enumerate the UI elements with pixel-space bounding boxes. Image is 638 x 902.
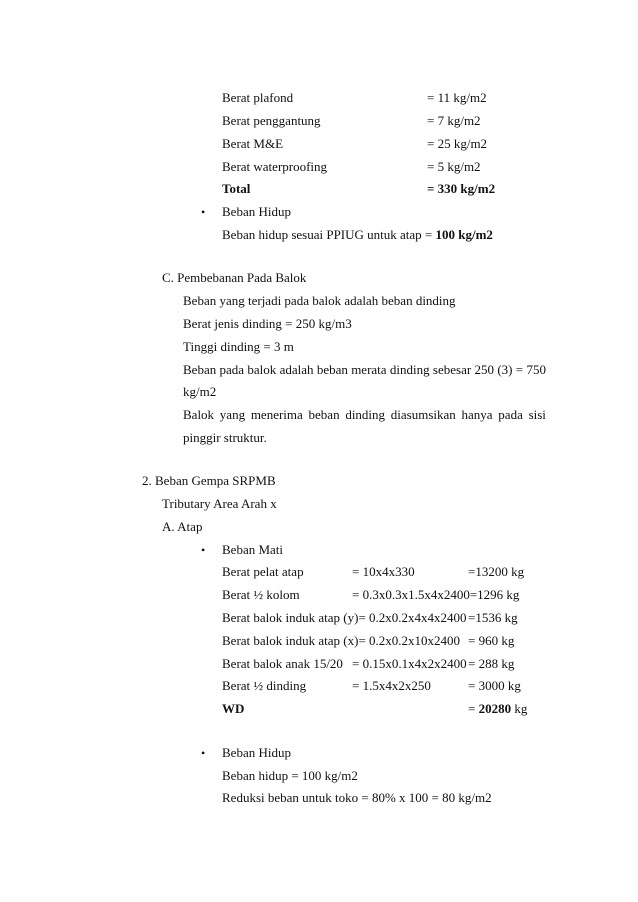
word: 250 xyxy=(474,362,494,377)
total-value: = 330 kg/m2 xyxy=(427,181,496,196)
word: sebesar xyxy=(432,362,472,377)
row-value-me: = 25 kg/m2 xyxy=(427,136,488,151)
word: = xyxy=(515,362,524,377)
row-value-plafond: = 11 kg/m2 xyxy=(427,90,487,105)
bm-row-1-label: Berat ½ kolom xyxy=(222,587,300,602)
word: Balok xyxy=(183,407,215,422)
section-c-line-1: Beban yang terjadi pada balok adalah beban dinding xyxy=(183,293,456,308)
bm-row-4-formula: = 0.15x0.1x4x2x2400 xyxy=(352,656,467,671)
word: hanya xyxy=(461,407,493,422)
bm-row-0-formula: = 10x4x330 xyxy=(352,564,415,579)
bullet-icon: • xyxy=(201,543,206,557)
word: pada xyxy=(219,362,245,377)
bm-row-5-label: Berat ½ dinding xyxy=(222,678,307,693)
word: (3) xyxy=(497,362,513,377)
section-c-para1 xyxy=(183,362,546,378)
word: adalah xyxy=(279,362,314,377)
section-c-heading: C. Pembebanan Pada Balok xyxy=(162,270,307,285)
word: beban xyxy=(308,407,340,422)
word: dinding xyxy=(389,362,430,377)
bullet-icon: • xyxy=(201,746,206,760)
wd-value: = 20280 kg xyxy=(468,701,528,716)
beban-hidup-title: Beban Hidup xyxy=(222,204,291,219)
row-label-me: Berat M&E xyxy=(222,136,284,151)
row-value-waterproofing: = 5 kg/m2 xyxy=(427,159,481,174)
bm-row-2-value: =1536 kg xyxy=(468,610,518,625)
word: yang xyxy=(219,407,246,422)
word: merata xyxy=(351,362,387,377)
bm-row-3-label: Berat balok induk atap (x)= 0.2x0.2x10x2400 xyxy=(222,633,461,648)
section-2-a: A. Atap xyxy=(162,519,203,534)
bm-row-4-value: = 288 kg xyxy=(468,656,515,671)
word: diasumsikan xyxy=(390,407,456,422)
word: balok xyxy=(247,362,277,377)
bm-row-5-formula: = 1.5x4x2x250 xyxy=(352,678,431,693)
row-label-waterproofing: Berat waterproofing xyxy=(222,159,328,174)
word: 750 xyxy=(526,362,546,377)
beban-hidup-2-line-2: Reduksi beban untuk toko = 80% x 100 = 80 kg/m2 xyxy=(222,790,492,805)
row-label-plafond: Berat plafond xyxy=(222,90,294,105)
beban-mati-title: Beban Mati xyxy=(222,542,284,557)
word: menerima xyxy=(250,407,303,422)
section-2-heading: 2. Beban Gempa SRPMB xyxy=(142,473,276,488)
bm-row-1-formula: = 0.3x0.3x1.5x4x2400=1296 kg xyxy=(352,587,520,602)
word: sisi xyxy=(528,407,546,422)
bm-row-3-value: = 960 kg xyxy=(468,633,515,648)
bm-row-0-value: =13200 kg xyxy=(468,564,525,579)
total-label: Total xyxy=(222,181,251,196)
beban-hidup-2-title: Beban Hidup xyxy=(222,745,291,760)
section-c-line-2: Berat jenis dinding = 250 kg/m3 xyxy=(183,316,352,331)
wd-label: WD xyxy=(222,701,245,716)
bm-row-4-label: Berat balok anak 15/20 xyxy=(222,656,343,671)
word: dinding xyxy=(345,407,386,422)
bm-row-2-label: Berat balok induk atap (y)= 0.2x0.2x4x4x2400 xyxy=(222,610,467,625)
row-value-penggantung: = 7 kg/m2 xyxy=(427,113,481,128)
word: pada xyxy=(498,407,523,422)
bm-row-5-value: = 3000 kg xyxy=(468,678,521,693)
beban-hidup-2-line-1: Beban hidup = 100 kg/m2 xyxy=(222,768,358,783)
bullet-icon: • xyxy=(201,205,206,219)
word: beban xyxy=(316,362,348,377)
row-label-penggantung: Berat penggantung xyxy=(222,113,321,128)
section-c-para2-end: pinggir struktur. xyxy=(183,430,267,445)
section-2-sub: Tributary Area Arah x xyxy=(162,496,277,511)
word: Beban xyxy=(183,362,217,377)
section-c-para2 xyxy=(183,407,546,423)
section-c-para1-end: kg/m2 xyxy=(183,384,217,399)
bm-row-0-label: Berat pelat atap xyxy=(222,564,304,579)
section-c-line-3: Tinggi dinding = 3 m xyxy=(183,339,294,354)
beban-hidup-ppiug: Beban hidup sesuai PPIUG untuk atap = 100 kg/m2 xyxy=(222,227,493,242)
